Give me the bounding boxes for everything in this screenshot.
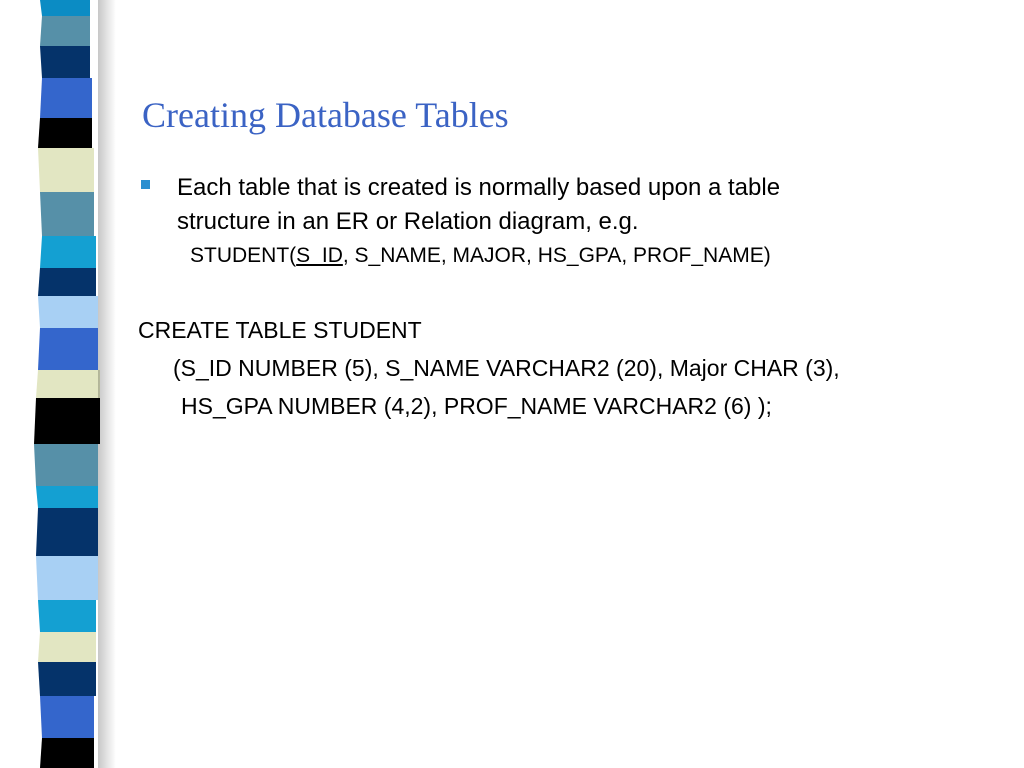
- slide-title: Creating Database Tables: [142, 95, 509, 135]
- relation-schema: [190, 244, 771, 268]
- bullet-line-2: structure in an ER or Relation diagram, e.g.: [177, 208, 639, 235]
- bullet-square-icon: [141, 180, 150, 189]
- stripe-shadow: [98, 0, 116, 768]
- relation-name: STUDENT(: [190, 244, 297, 267]
- decorative-stripe-bar: [28, 0, 106, 768]
- relation-attributes: , S_NAME, MAJOR, HS_GPA, PROF_NAME): [342, 244, 771, 267]
- sql-line-3: HS_GPA NUMBER (4,2), PROF_NAME VARCHAR2 (6) );: [181, 393, 772, 419]
- sql-line-1: CREATE TABLE STUDENT: [138, 317, 422, 343]
- bullet-line-1: Each table that is created is normally based upon a table: [177, 174, 781, 201]
- primary-key: S_ID: [296, 244, 343, 267]
- sql-line-2: (S_ID NUMBER (5), S_NAME VARCHAR2 (20), Major CHAR (3),: [173, 355, 840, 381]
- bullet-text: [177, 171, 780, 239]
